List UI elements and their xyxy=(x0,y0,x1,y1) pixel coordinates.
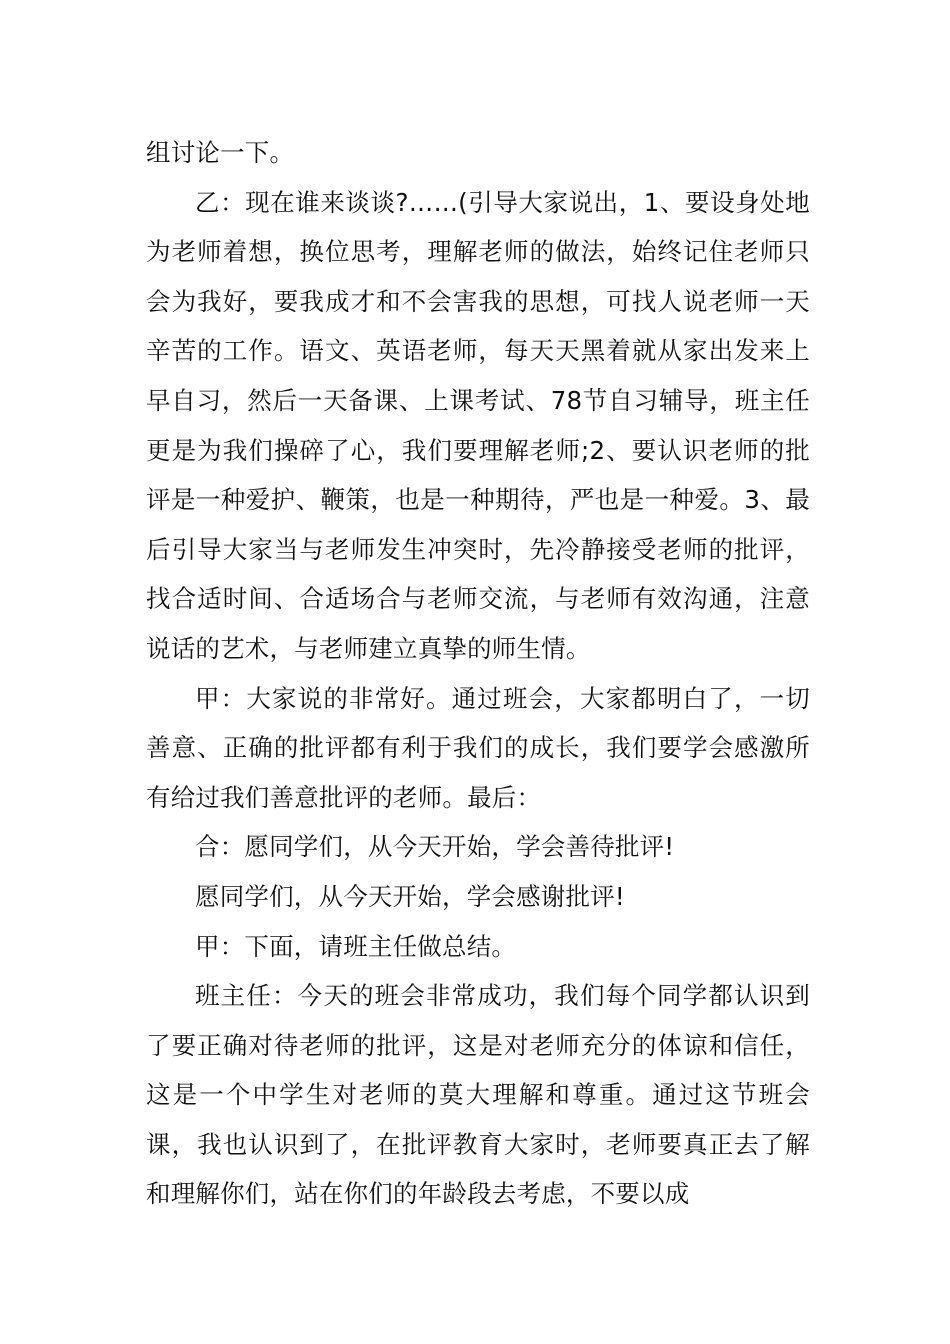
paragraph-yi-speech: 乙：现在谁来谈谈?……(引导大家说出，1、要设身处地为老师着想，换位思考，理解老师的做法，始终记住老师只会为我好，要我成才和不会害我的思想，可找人说老师一天辛苦的工作。语文、英语老师，每天天黑着就从家出发来上早自习，然后一天备课、上课考试、78节自习辅导，班主任更是为我们操碎了心，我们要理解老师;2、要认识老师的批评是一种爱护、鞭策，也是一种期待，严也是一种爱。3、最后引导大家当与老师发生冲突时，先冷静接受老师的批评，找合适时间、合适场合与老师交流，与老师有效沟通，注意说话的艺术，与老师建立真挚的师生情。 xyxy=(146,187,810,663)
paragraph-teacher-summary: 班主任：今天的班会非常成功，我们每个同学都认识到了要正确对待老师的批评，这是对老师充分的体谅和信任，这是一个中学生对老师的莫大理解和尊重。通过这节班会课，我也认识到了，在批评教育大家时，老师要真正去了解和理解你们，站在你们的年龄段去考虑，不要以成 xyxy=(146,981,810,1209)
paragraph-jia-speech: 甲：大家说的非常好。通过班会，大家都明白了，一切善意、正确的批评都有利于我们的成长，我们要学会感激所有给过我们善意批评的老师。最后： xyxy=(146,683,810,812)
paragraph-continuation: 组讨论一下。 xyxy=(146,138,295,167)
document-body xyxy=(146,128,810,1219)
paragraph-together-line-1: 合：愿同学们，从今天开始，学会善待批评! xyxy=(195,832,675,862)
paragraph-together-line-2: 愿同学们，从今天开始，学会感谢批评! xyxy=(195,881,625,911)
paragraph-jia-invite: 甲：下面，请班主任做总结。 xyxy=(195,931,517,961)
